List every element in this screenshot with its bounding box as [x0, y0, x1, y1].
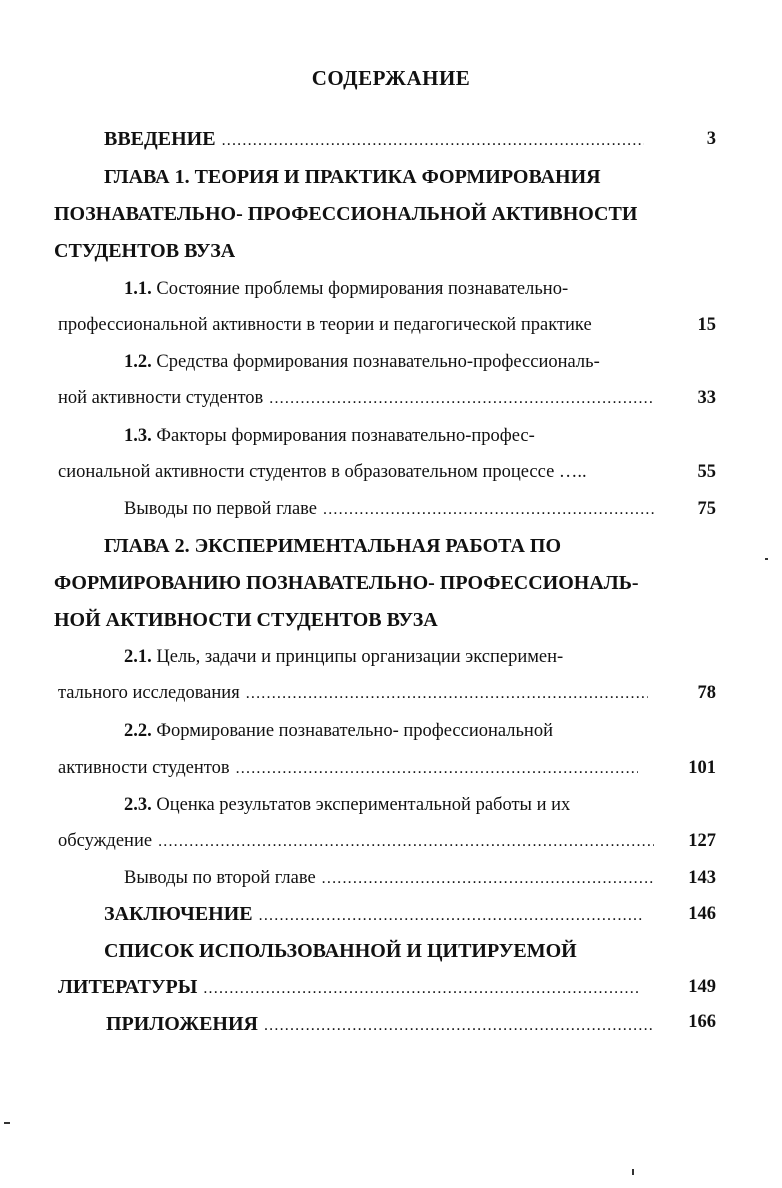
toc-section-line[interactable] [58, 826, 654, 856]
section-title-line: обсуждение [58, 831, 153, 851]
toc-page-number: 143 [688, 868, 716, 888]
toc-page-number: 146 [688, 904, 716, 924]
section-title-line: тального исследования [58, 683, 240, 703]
toc-entry-appendices[interactable] [106, 1009, 654, 1039]
toc-entry-introduction[interactable] [104, 124, 644, 154]
toc-section-2-2[interactable] [124, 716, 553, 746]
leader-dots [203, 974, 640, 1002]
toc-section-line[interactable] [58, 678, 648, 708]
toc-section-1-2[interactable] [124, 347, 600, 377]
toc-page-number: 127 [688, 831, 716, 851]
section-title-line: Выводы по второй главе [124, 868, 316, 888]
section-title-line: Выводы по первой главе [124, 499, 318, 519]
toc-page-number: 15 [697, 315, 716, 335]
section-number: 2.2. [124, 721, 152, 741]
toc-section-2-1[interactable] [124, 642, 563, 672]
toc-page-number: 3 [706, 129, 716, 149]
section-title-line: Состояние проблемы формирования познавательно- [156, 279, 569, 299]
page-title: СОДЕРЖАНИЕ [311, 66, 471, 90]
toc-page-number: 78 [697, 683, 716, 703]
toc-section-line[interactable]: профессиональной активности в теории и педагогической практике [58, 315, 592, 335]
section-number: 2.1. [124, 647, 152, 667]
toc-page-number: 101 [688, 758, 716, 778]
section-title-line: Средства формирования познавательно-профессиональ- [156, 352, 600, 372]
toc-entry-conclusion[interactable] [104, 899, 644, 929]
toc-page-number: 55 [697, 462, 716, 482]
leader-dots [269, 384, 654, 413]
toc-page-number: 166 [688, 1012, 716, 1032]
section-title-line: активности студентов [58, 758, 230, 778]
toc-chapter-title-line[interactable]: ГЛАВА 2. ЭКСПЕРИМЕНТАЛЬНАЯ РАБОТА ПО [104, 535, 562, 557]
leader-dots [236, 754, 638, 783]
toc-section-line[interactable] [58, 753, 638, 783]
section-title-line: Формирование познавательно- профессиональной [156, 721, 553, 741]
toc-page-number: 149 [688, 977, 716, 997]
scan-speck [4, 1122, 10, 1124]
toc-page-number: 75 [697, 499, 716, 519]
toc-conclusions-chapter-1[interactable] [124, 494, 654, 524]
toc-chapter-title-line[interactable]: ГЛАВА 1. ТЕОРИЯ И ПРАКТИКА ФОРМИРОВАНИЯ [104, 166, 601, 188]
leader-dots [322, 864, 654, 893]
section-number: 1.2. [124, 352, 152, 372]
toc-page-number: 33 [697, 388, 716, 408]
leader-dots [222, 126, 644, 154]
toc-entry-label: ЛИТЕРАТУРЫ [58, 976, 198, 998]
leader-dots [246, 679, 648, 708]
section-title-line: ной активности студентов [58, 388, 264, 408]
toc-chapter-title-line[interactable]: ПОЗНАВАТЕЛЬНО- ПРОФЕССИОНАЛЬНОЙ АКТИВНОСТИ [54, 203, 638, 225]
toc-chapter-title-line[interactable]: НОЙ АКТИВНОСТИ СТУДЕНТОВ ВУЗА [54, 609, 438, 631]
scan-speck [632, 1169, 634, 1175]
scan-speck [765, 558, 768, 560]
toc-section-line[interactable] [58, 383, 654, 413]
toc-entry-bibliography[interactable] [58, 972, 640, 1002]
toc-entry-label: ЗАКЛЮЧЕНИЕ [104, 903, 253, 925]
section-number: 1.3. [124, 426, 152, 446]
toc-chapter-title-line[interactable]: ФОРМИРОВАНИЮ ПОЗНАВАТЕЛЬНО- ПРОФЕССИОНАЛЬ- [54, 572, 639, 594]
leader-dots [264, 1011, 654, 1039]
section-title-line: Оценка результатов экспериментальной работы и их [156, 795, 571, 815]
section-number: 2.3. [124, 795, 152, 815]
toc-section-line[interactable]: сиональной активности студентов в образовательном процессе ….. [58, 462, 587, 482]
leader-dots [259, 901, 644, 929]
toc-chapter-title-line[interactable]: СТУДЕНТОВ ВУЗА [54, 240, 236, 262]
toc-section-1-3[interactable] [124, 421, 535, 451]
section-number: 1.1. [124, 279, 152, 299]
leader-dots [158, 827, 654, 856]
section-title-line: Цель, задачи и принципы организации эксперимен- [156, 647, 564, 667]
section-title-line: Факторы формирования познавательно-профес- [156, 426, 535, 446]
toc-section-1-1[interactable] [124, 274, 568, 304]
toc-section-2-3[interactable] [124, 790, 570, 820]
toc-entry-label: ПРИЛОЖЕНИЯ [106, 1013, 258, 1035]
toc-conclusions-chapter-2[interactable] [124, 863, 654, 893]
toc-entry-label: ВВЕДЕНИЕ [104, 128, 216, 150]
leader-dots [323, 495, 654, 524]
toc-chapter-title-line[interactable]: СПИСОК ИСПОЛЬЗОВАННОЙ И ЦИТИРУЕМОЙ [104, 940, 577, 962]
